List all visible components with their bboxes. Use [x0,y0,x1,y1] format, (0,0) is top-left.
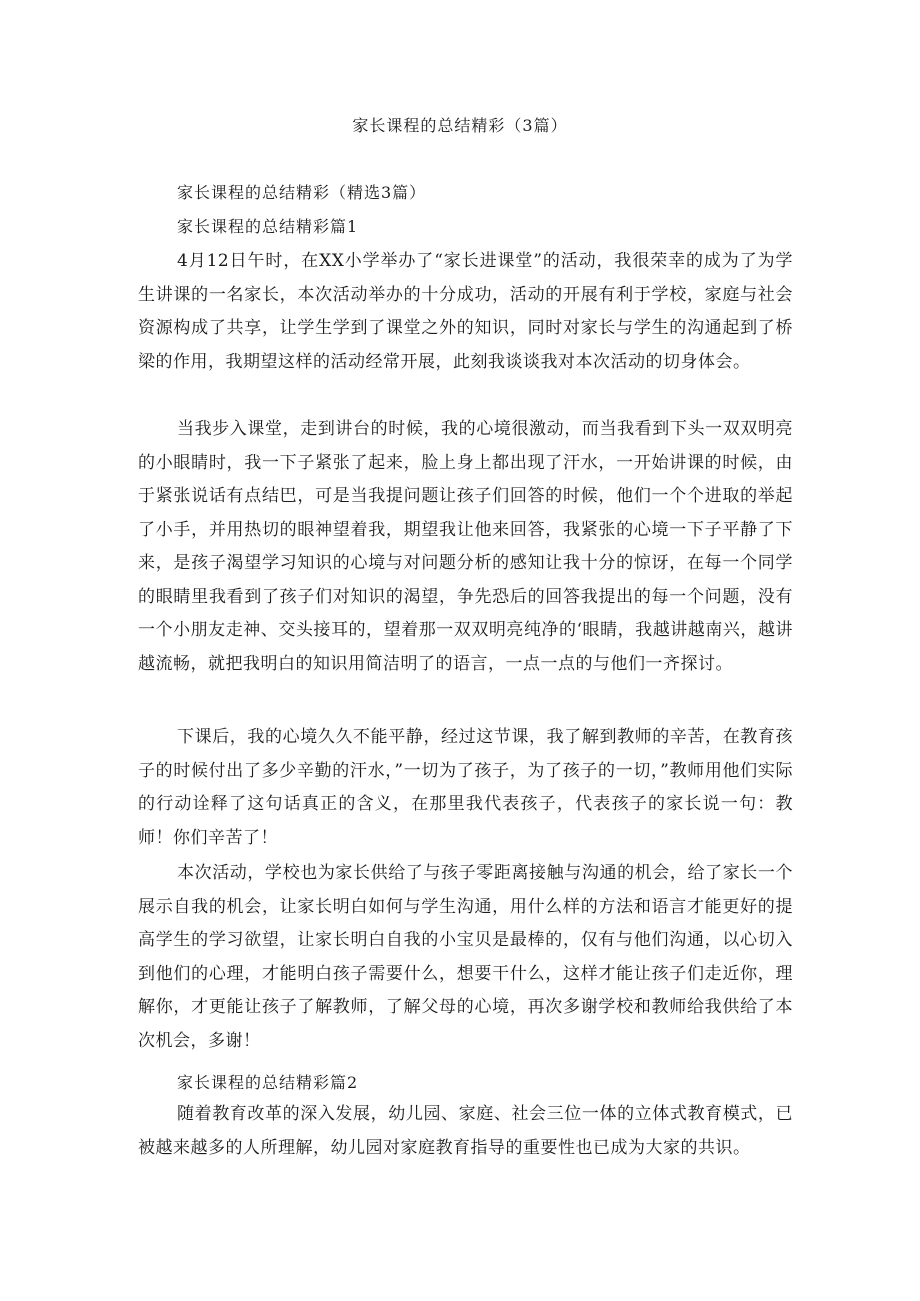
paragraph-5: 随着教育改革的深入发展，幼儿园、家庭、社会三位一体的立体式教育模式，已被越来越多的人所理解，幼儿园对家庭教育指导的重要性也已成为大家的共识。 [138,1104,793,1158]
paragraph-1: 4月12日午时，在XX小学举办了“家长进课堂”的活动，我很荣幸的成为了为学生讲课的一名家长，本次活动举办的十分成功，活动的开展有利于学校，家庭与社会资源构成了共享，让学生学到了课堂之外的知识，同时对家长与学生的沟通起到了桥梁的作用，我期望这样的活动经常开展，此刻我谈谈我对本次活动的切身体会。 [138,251,793,372]
document-subtitle: 家长课程的总结精彩（精选3篇） [177,183,427,202]
paragraph-3: 下课后，我的心境久久不能平静，经过这节课，我了解到教师的辛苦，在教育孩子的时候付出了多少辛勤的汗水，”一切为了孩子，为了孩子的一切，”教师用他们实际的行动诠释了这句话真正的含义，在那里我代表孩子，代表孩子的家长说一句：教师！你们辛苦了！ [138,727,793,848]
document-title: 家长课程的总结精彩（3篇） [352,116,568,135]
section-heading-2: 家长课程的总结精彩篇2 [177,1073,359,1092]
section-heading-1: 家长课程的总结精彩篇1 [177,217,359,236]
paragraph-2: 当我步入课堂，走到讲台的时候，我的心境很激动，而当我看到下头一双双明亮的小眼睛时，我一下子紧张了起来，脸上身上都出现了汗水，一开始讲课的时候，由于紧张说话有点结巴，可是当我提问题让孩子们回答的时候，他们一个个进取的举起了小手，并用热切的眼神望着我，期望我让他来回答，我紧张的心境一下子平静了下来，是孩子渴望学习知识的心境与对问题分析的感知让我十分的惊讶，在每一个同学的眼睛里我看到了孩子们对知识的渴望，争先恐后的回答我提出的每一个问题，没有一个小朋友走神、交头接耳的，望着那一双双明亮纯净的‘眼睛，我越讲越南兴，越讲越流畅，就把我明白的知识用简洁明了的语言，一点一点的与他们一齐探讨。 [138,419,793,674]
paragraph-4: 本次活动，学校也为家长供给了与孩子零距离接触与沟通的机会，给了家长一个展示自我的机会，让家长明白如何与学生沟通，用什么样的方法和语言才能更好的提高学生的学习欲望，让家长明白自我的小宝贝是最棒的，仅有与他们沟通，以心切入到他们的心理，才能明白孩子需要什么，想要干什么，这样才能让孩子们走近你，理解你，才更能让孩子了解教师，了解父母的心境，再次多谢学校和教师给我供给了本次机会，多谢！ [138,863,793,1051]
